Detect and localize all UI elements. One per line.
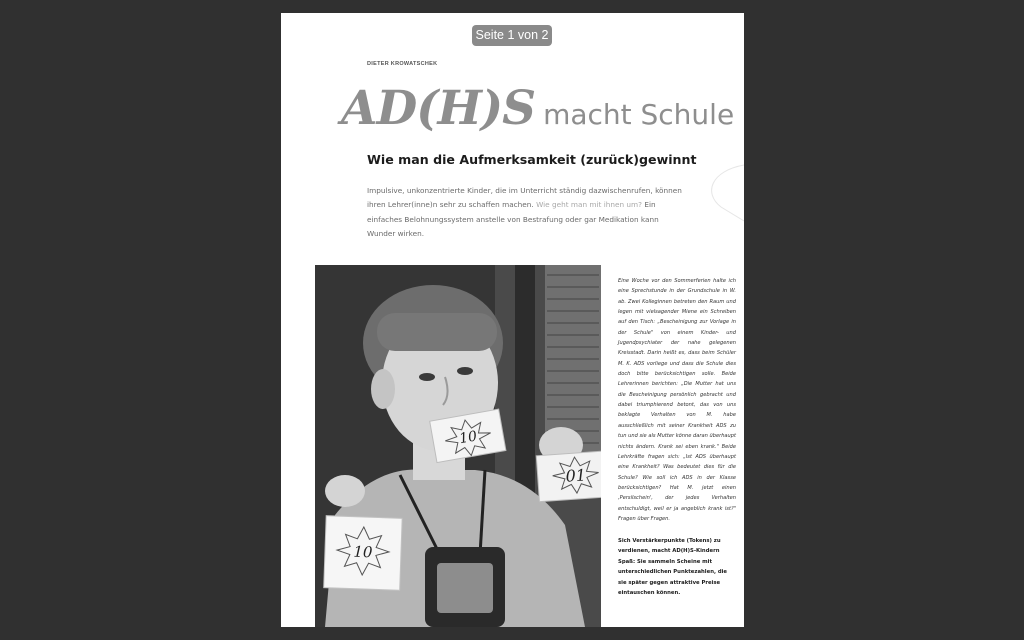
lead-text-2: Ein einfaches Belohnungssystem anstelle von Bestrafung oder gar Medikation kann Wunder wirken. (367, 200, 659, 238)
photo-caption: Sich Verstärkerpunkte (Tokens) zu verdienen, macht AD(H)S-Kindern Spaß: Sie sammeln Scheine mit unterschiedlichen Punktezahlen, die sie später gegen attraktive Preise eintauschen können. (618, 538, 728, 597)
token-left-label: 10 (353, 542, 373, 562)
token-right-label: 01 (564, 465, 587, 486)
document-page (281, 13, 744, 627)
author-name: DIETER KROWATSCHEK (367, 61, 438, 67)
child-photo-illustration (315, 265, 601, 627)
title-sub: macht Schule (543, 98, 735, 131)
article-photo (315, 265, 601, 627)
sidebar-paragraph: Eine Woche vor den Sommerferien halte ich eine Sprechstunde in der Grundschule in W. ab. Zwei Kolleginnen betreten den Raum und legen mit vielsagender Miene ein Schreiben auf den Tisch: „Bescheinigung zur Vorlage in der Schule" von einem Kinder- und Jugendpsychiater der nahe gelegenen Kreisstadt. Darin heißt es, dass beim Schüler M. K. ADS vorliege und dass die Schule dies doch bitte berücksichtigen solle. Beide Lehrerinnen berichten: „Die Mutter hat uns die Bescheinigung persönlich gebracht und dabei triumphierend betont, das von uns beklagte Verhalten von M. habe ausschließlich mit seiner Krankheit ADS zu tun und sie als Mutter könne daran überhaupt nichts ändern. Krank sei eben krank." Beide Lehrkräfte fragen sich: „Ist ADS überhaupt eine Krankheit? Was bedeutet dies für die Schule? Wie soll ich ADS in der Klasse berücksichtigen? Hat M. jetzt einen ‚Persilschein', der jedes Verhalten entschuldigt, weil er ja angeblich krank ist?" Fragen über Fragen. (618, 278, 736, 522)
page-edge-curve (691, 163, 744, 223)
page-indicator: Seite 1 von 2 (472, 25, 552, 46)
article-subtitle: Wie man die Aufmerksamkeit (zurück)gewinnt (367, 152, 697, 167)
lead-text-1: Impulsive, unkonzentrierte Kinder, die im Unterricht ständig dazwischenrufen, können ihren Lehrer(inne)n sehr zu schaffen machen. (367, 186, 682, 210)
article-title (341, 81, 734, 136)
token-mouth-label: 10 (457, 428, 479, 448)
lead-highlight: Wie geht man mit ihnen um? (536, 200, 643, 210)
title-main: AD(H)S (341, 81, 536, 136)
lead-paragraph (367, 184, 687, 241)
